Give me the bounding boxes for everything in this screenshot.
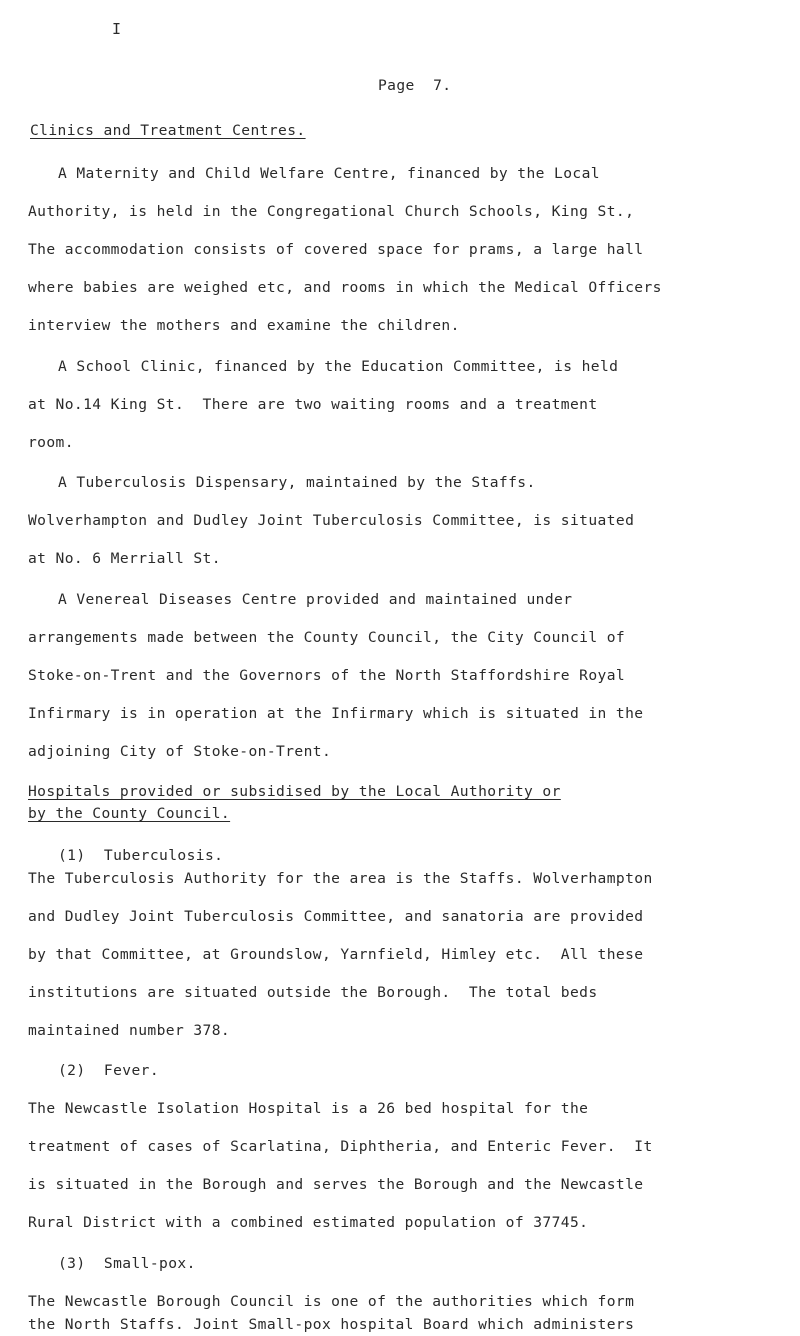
paragraph-line: at No. 6 Merriall St.: [28, 550, 221, 567]
paragraph-line: adjoining City of Stoke-on-Trent.: [28, 743, 332, 760]
paragraph-line: Stoke-on-Trent and the Governors of the North Staffordshire Royal: [28, 667, 626, 684]
paragraph-line: A Tuberculosis Dispensary, maintained by the Staffs.: [58, 474, 536, 491]
hospitals-heading: by the County Council.: [28, 805, 231, 822]
paragraph-line: The accommodation consists of covered space for prams, a large hall: [28, 241, 644, 258]
paragraph-line: where babies are weighed etc, and rooms in which the Medical Officers: [28, 279, 662, 296]
corner-mark: I: [112, 20, 122, 38]
hospitals-heading: Hospitals provided or subsidised by the Local Authority or: [28, 783, 561, 800]
paragraph-line: The Tuberculosis Authority for the area is the Staffs. Wolverhampton: [28, 870, 653, 887]
paragraph-line: Infirmary is in operation at the Infirmary which is situated in the: [28, 705, 644, 722]
paragraph-line: treatment of cases of Scarlatina, Diphtheria, and Enteric Fever. It: [28, 1138, 653, 1155]
paragraph-line: A Venereal Diseases Centre provided and maintained under: [58, 591, 573, 608]
paragraph-line: and Dudley Joint Tuberculosis Committee, and sanatoria are provided: [28, 908, 644, 925]
paragraph-line: the North Staffs. Joint Small-pox hospital Board which administers: [28, 1316, 635, 1333]
paragraph-line: A School Clinic, financed by the Education Committee, is held: [58, 358, 619, 375]
paragraph-line: at No.14 King St. There are two waiting rooms and a treatment: [28, 396, 598, 413]
paragraph-line: arrangements made between the County Council, the City Council of: [28, 629, 626, 646]
paragraph-line: interview the mothers and examine the children.: [28, 317, 460, 334]
section-heading: Clinics and Treatment Centres.: [30, 122, 306, 139]
paragraph-line: A Maternity and Child Welfare Centre, financed by the Local: [58, 165, 600, 182]
subsection-title: (2) Fever.: [58, 1062, 160, 1079]
paragraph-line: Wolverhampton and Dudley Joint Tuberculosis Committee, is situated: [28, 512, 635, 529]
paragraph-line: Authority, is held in the Congregational Church Schools, King St.,: [28, 203, 635, 220]
paragraph-line: room.: [28, 434, 74, 451]
subsection-title: (3) Small-pox.: [58, 1255, 196, 1272]
page-number: Page 7.: [378, 77, 452, 94]
paragraph-line: by that Committee, at Groundslow, Yarnfield, Himley etc. All these: [28, 946, 644, 963]
paragraph-line: maintained number 378.: [28, 1022, 231, 1039]
paragraph-line: institutions are situated outside the Borough. The total beds: [28, 984, 598, 1001]
paragraph-line: The Newcastle Borough Council is one of the authorities which form: [28, 1293, 635, 1310]
paragraph-line: The Newcastle Isolation Hospital is a 26 bed hospital for the: [28, 1100, 589, 1117]
subsection-title: (1) Tuberculosis.: [58, 847, 224, 864]
paragraph-line: is situated in the Borough and serves the Borough and the Newcastle: [28, 1176, 644, 1193]
paragraph-line: Rural District with a combined estimated population of 37745.: [28, 1214, 589, 1231]
